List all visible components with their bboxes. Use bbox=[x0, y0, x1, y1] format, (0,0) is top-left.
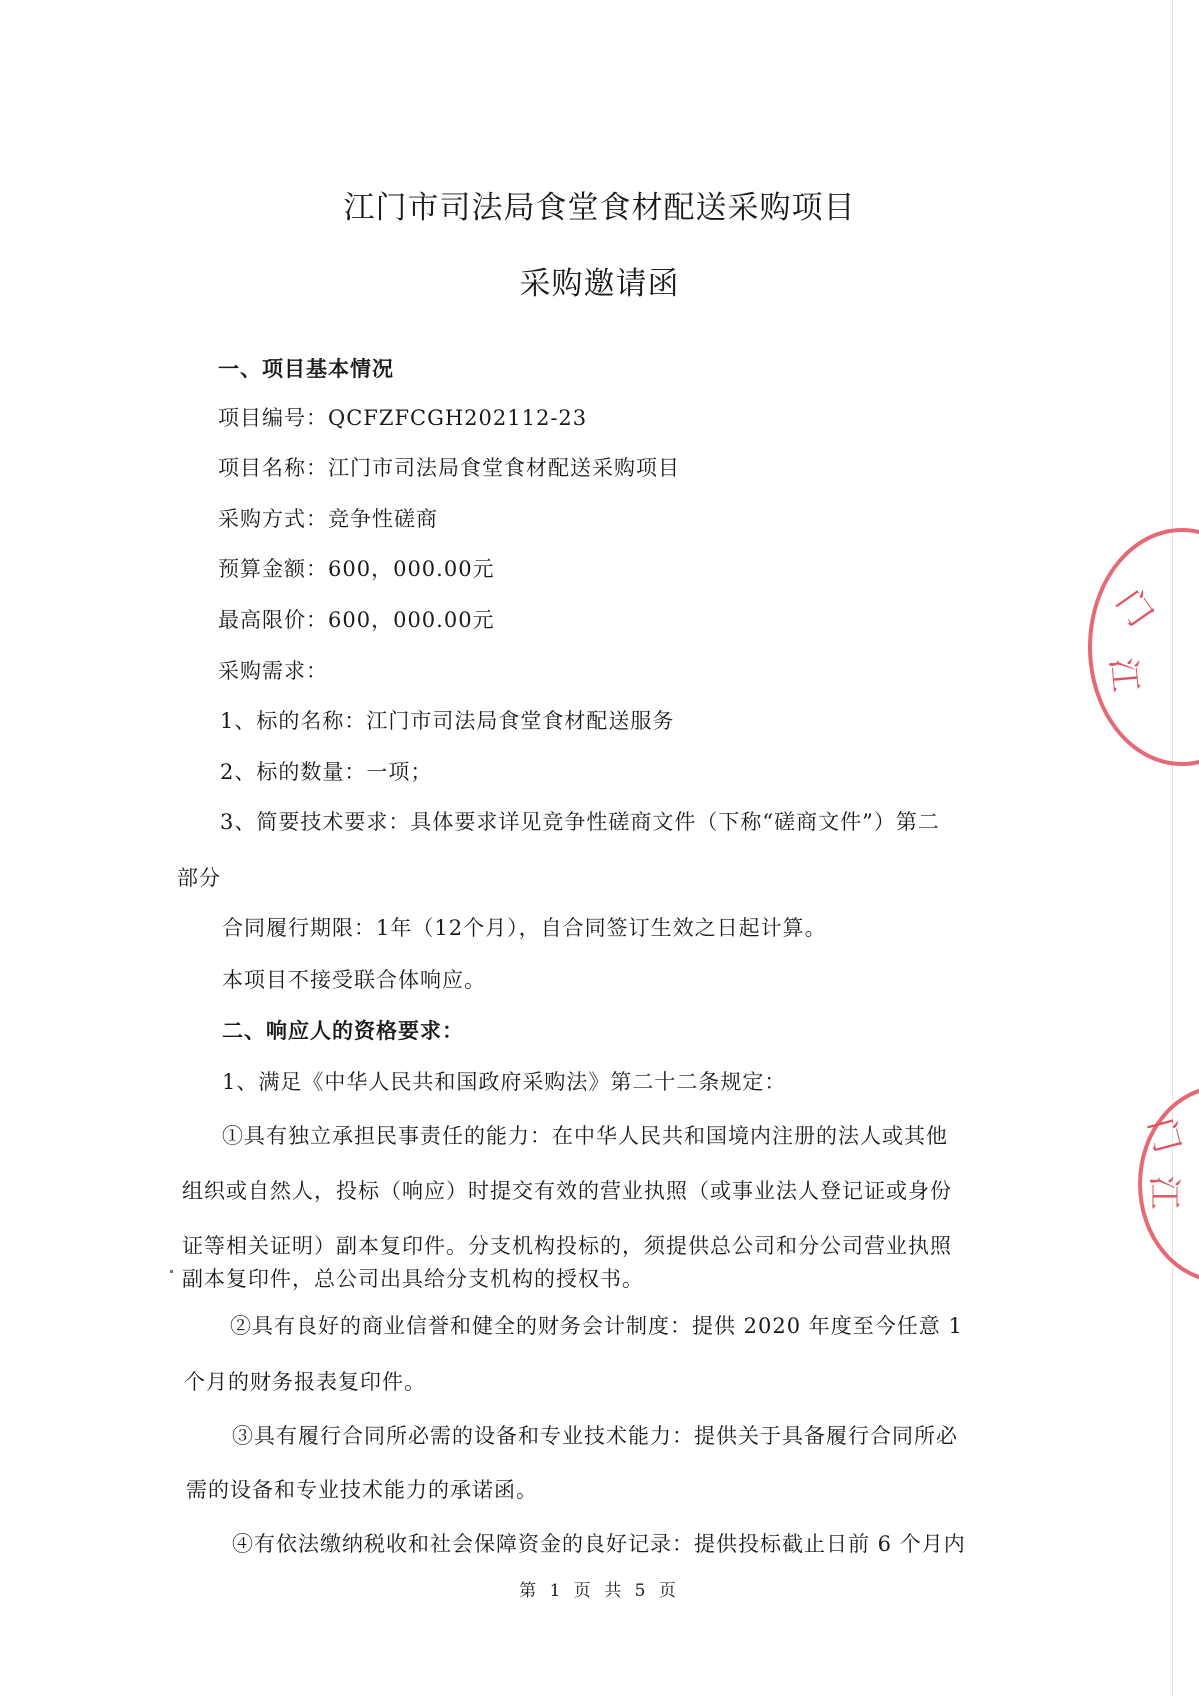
contract-period: 合同履行期限：1年（12个月），自合同签订生效之日起计算。 bbox=[222, 916, 827, 940]
section1-heading: 一、项目基本情况 bbox=[218, 356, 394, 381]
scan-edge-line bbox=[1172, 0, 1173, 1696]
consortium-note: 本项目不接受联合体响应。 bbox=[222, 968, 486, 992]
requirement-item-2: 2、标的数量：一项； bbox=[220, 760, 433, 784]
qualification-1: 1、满足《中华人民共和国政府采购法》第二十二条规定： bbox=[222, 1070, 787, 1094]
section2-heading: 二、响应人的资格要求： bbox=[222, 1018, 464, 1043]
seal2-char-2: 江 bbox=[1143, 1175, 1184, 1210]
project-number: 项目编号：QCFZFCGH202112-23 bbox=[218, 406, 588, 430]
qualification-1c-line1: ③具有履行合同所必需的设备和专业技术能力：提供关于具备履行合同所必 bbox=[232, 1424, 958, 1448]
page-indicator: 第 1 页 共 5 页 bbox=[519, 1581, 680, 1601]
qualification-1a-line2: 组织或自然人，投标（响应）时提交有效的营业执照（或事业法人登记证或身份 bbox=[182, 1179, 952, 1203]
qualification-1d-line1: ④有依法缴纳税收和社会保障资金的良好记录：提供投标截止日前 6 个月内 bbox=[232, 1532, 966, 1556]
seal2-char-1: 门 bbox=[1139, 1113, 1188, 1158]
project-name: 项目名称：江门市司法局食堂食材配送采购项目 bbox=[218, 456, 680, 480]
seal1-char-1: 门 bbox=[1107, 583, 1161, 634]
scan-speck bbox=[170, 1270, 173, 1273]
requirement-item-3-line1: 3、简要技术要求：具体要求详见竞争性磋商文件（下称“磋商文件”）第二 bbox=[220, 810, 940, 834]
max-price: 最高限价：600，000.00元 bbox=[218, 608, 495, 632]
requirements-label: 采购需求： bbox=[218, 659, 328, 683]
qualification-1a-line1: ①具有独立承担民事责任的能力：在中华人民共和国境内注册的法人或其他 bbox=[222, 1124, 948, 1148]
qualification-1b-line1: ②具有良好的商业信誉和健全的财务会计制度：提供 2020 年度至今任意 1 bbox=[230, 1314, 963, 1338]
official-seal-1 bbox=[1088, 528, 1199, 766]
document-subtitle: 采购邀请函 bbox=[519, 266, 680, 302]
qualification-1c-line2: 需的设备和专业技术能力的承诺函。 bbox=[186, 1478, 538, 1502]
qualification-1b-line2: 个月的财务报表复印件。 bbox=[184, 1370, 426, 1394]
qualification-1a-line4: 副本复印件，总公司出具给分支机构的授权书。 bbox=[182, 1267, 644, 1291]
procurement-method: 采购方式：竞争性磋商 bbox=[218, 507, 438, 531]
qualification-1a-line3: 证等相关证明）副本复印件。分支机构投标的，须提供总公司和分公司营业执照 bbox=[182, 1234, 952, 1258]
budget-amount: 预算金额：600，000.00元 bbox=[218, 557, 495, 581]
document-title: 江门市司法局食堂食材配送采购项目 bbox=[343, 190, 856, 226]
requirement-item-3-line2: 部分 bbox=[177, 866, 221, 890]
seal1-char-2: 江 bbox=[1102, 656, 1145, 694]
requirement-item-1: 1、标的名称：江门市司法局食堂食材配送服务 bbox=[220, 709, 675, 733]
